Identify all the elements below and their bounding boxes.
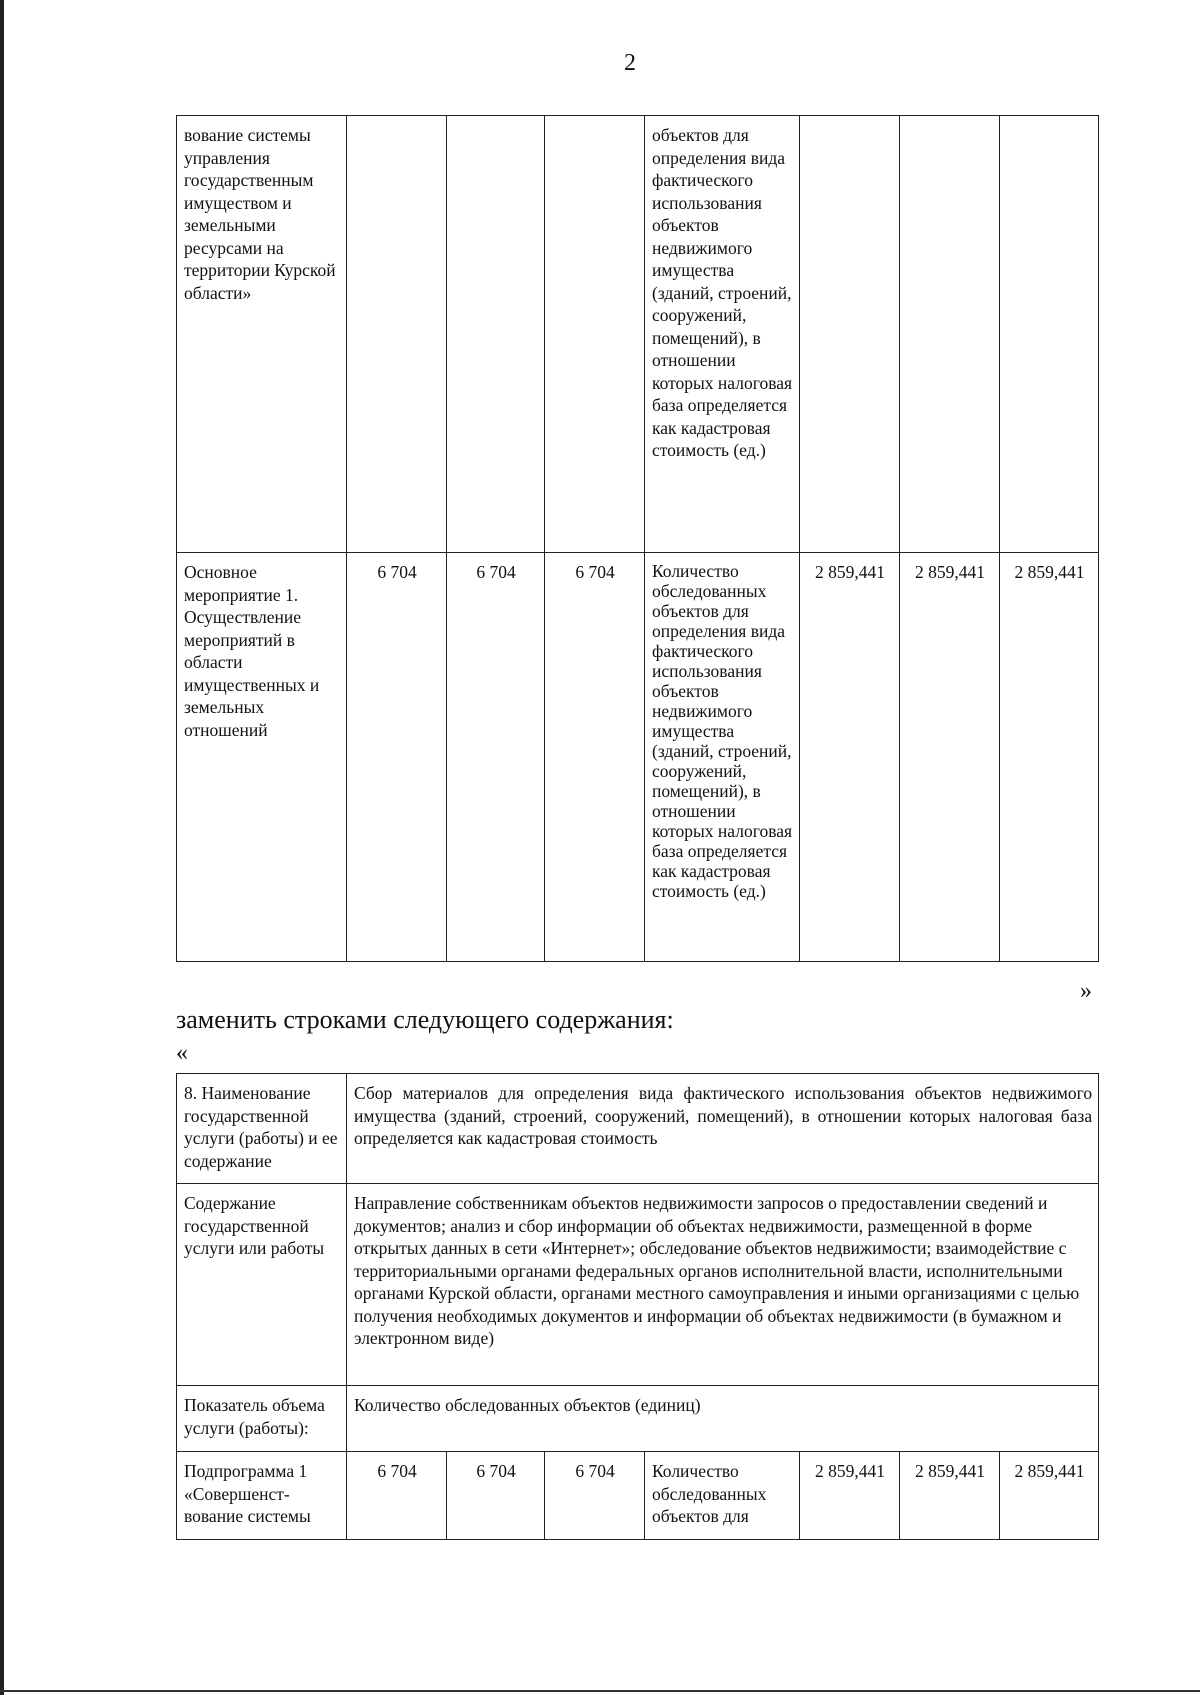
value-cell [545,116,645,553]
table-row [177,1184,1099,1386]
page-bottom-edge [0,1690,1200,1692]
indicator-value-cell: 2 859,441 [1000,553,1099,962]
value-cell [447,116,545,553]
volume-indicator-text: Количество обследованных объектов (единиц) [347,1386,1099,1452]
indicator-cell: объектов для определения вида фактического использования объектов недвижимого имущества (зданий, строений, сооружений, помещений), в отношении которых налоговая база определяется как кадастровая стоимость (ед.) [645,116,800,553]
volume-indicator-label: Показатель объема услуги (работы): [177,1386,347,1452]
service-name-label: 8. Наименование государственной услуги (работы) и ее содержание [177,1074,347,1184]
value-cell: 6 704 [447,1452,545,1540]
indicator-value-cell [800,116,900,553]
indicator-value-cell [900,116,1000,553]
table-row [177,116,1099,553]
indicator-value-cell: 2 859,441 [1000,1452,1099,1540]
indicator-value-cell: 2 859,441 [800,553,900,962]
table-row [177,1452,1099,1540]
indicator-cell: Количество обследованных объектов для [645,1452,800,1540]
value-cell: 6 704 [447,553,545,962]
value-cell: 6 704 [545,553,645,962]
indicator-value-cell [1000,116,1099,553]
indicator-value-cell: 2 859,441 [900,1452,1000,1540]
program-name-cell: Подпрограмма 1 «Совершенст-вование системы [177,1452,347,1540]
closing-quote: » [1080,978,1092,1004]
indicator-value-cell: 2 859,441 [900,553,1000,962]
program-name-cell: Основное мероприятие 1. Осуществление мероприятий в области имущественных и земельных отношений [177,553,347,962]
page-left-edge [0,0,4,1695]
indicator-cell: Количество обследованных объектов для определения вида фактического использования объектов недвижимого имущества (зданий, строений, сооружений, помещений), в отношении которых налоговая база определяется как кадастровая стоимость (ед.) [645,553,800,962]
value-cell: 6 704 [347,553,447,962]
table-row [177,553,1099,962]
value-cell: 6 704 [347,1452,447,1540]
value-cell: 6 704 [545,1452,645,1540]
service-name-text: Сбор материалов для определения вида фактического использования объектов недвижимого имущества (зданий, строений, сооружений, помещений), в отношении которых налоговая база определяется как кадастровая стоимость [347,1074,1099,1184]
indicators-table-new [176,1073,1099,1540]
value-cell [347,116,447,553]
indicator-value-cell: 2 859,441 [800,1452,900,1540]
service-content-label: Содержание государственной услуги или работы [177,1184,347,1386]
table-row [177,1386,1099,1452]
service-content-text: Направление собственникам объектов недвижимости запросов о предоставлении сведений и документов; анализ и сбор информации об объектах недвижимости, размещенной в форме открытых данных в сети «Интернет»; обследование объектов недвижимости; взаимодействие с территориальными органами федеральных органов исполнительной власти, исполнительными органами Курской области, органами местного самоуправления и иными организациями с целью получения необходимых документов и информации об объектах недвижимости (в бумажном и электронном виде) [347,1184,1099,1386]
replace-instruction: заменить строками следующего содержания: [176,1005,674,1034]
indicators-table-old [176,115,1099,962]
program-name-cell: вование системы управления государственным имуществом и земельными ресурсами на территории Курской области» [177,116,347,553]
page-number: 2 [624,50,636,76]
table-row [177,1074,1099,1184]
opening-quote: « [176,1040,188,1066]
